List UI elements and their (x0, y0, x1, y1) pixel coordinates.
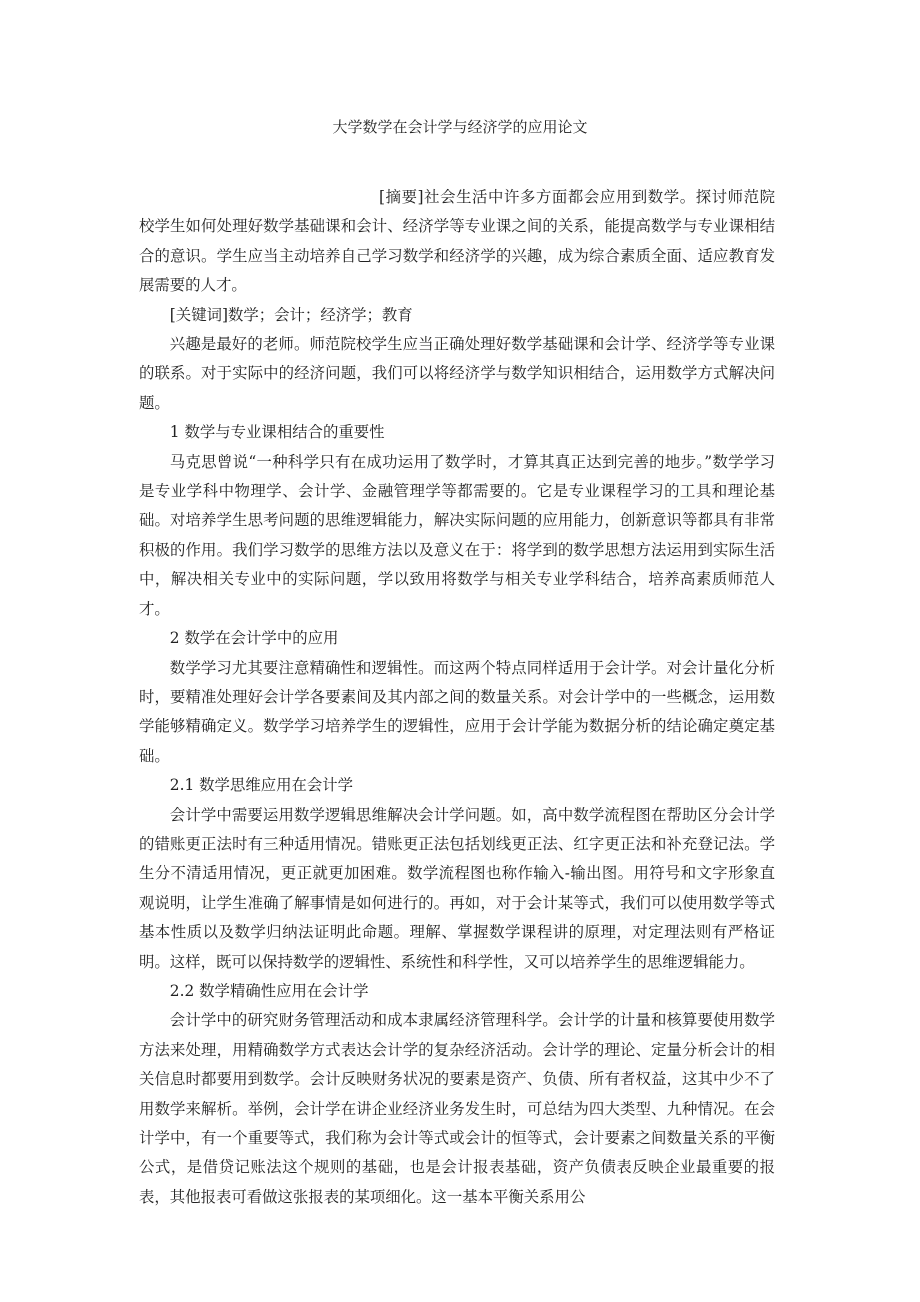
section-2-2-paragraph: 会计学中的研究财务管理活动和成本隶属经济管理科学。会计学的计量和核算要使用数学方法来处理，用精确数学方式表达会计学的复杂经济活动。会计学的理论、定量分析会计的相关信息时都要用到数学。会计反映财务状况的要素是资产、负债、所有者权益，这其中少不了用数学来解析。举例，会计学在讲企业经济业务发生时，可总结为四大类型、九种情况。在会计学中，有一个重要等式，我们称为会计等式或会计的恒等式，会计要素之间数量关系的平衡公式，是借贷记账法这个规则的基础，也是会计报表基础，资产负债表反映企业最重要的报表，其他报表可看做这张报表的某项细化。这一基本平衡关系用公 (139, 1011, 775, 1206)
document-title: 大学数学在会计学与经济学的应用论文 (332, 118, 588, 136)
section-heading-2-1: 2.1 数学思维应用在会计学 (169, 776, 354, 795)
section-2-paragraph: 数学学习尤其要注意精确性和逻辑性。而这两个特点同样适用于会计学。对会计量化分析时，要精准处理好会计学各要素间及其内部之间的数量关系。对会计学中的一些概念，运用数学能够精确定义。数学学习培养学生的逻辑性，应用于会计学能为数据分析的结论确定奠定基础。 (139, 658, 775, 765)
keywords-paragraph: [关键词]数学；会计；经济学；教育 (169, 305, 413, 324)
abstract-paragraph: [摘要]社会生活中许多方面都会应用到数学。探讨师范院校学生如何处理好数学基础课和会计、经济学等专业课之间的关系，能提高数学与专业课相结合的意识。学生应当主动培养自己学习数学和经济学的兴趣，成为综合素质全面、适应教育发展需要的人才。 (139, 188, 775, 295)
section-heading-1: 1 数学与专业课相结合的重要性 (169, 423, 385, 442)
section-heading-2-2: 2.2 数学精确性应用在会计学 (169, 981, 369, 1000)
document-body (139, 183, 775, 1212)
section-1-paragraph: 马克思曾说“一种科学只有在成功运用了数学时，才算其真正达到完善的地步。”数学学习是专业学科中物理学、会计学、金融管理学等都需要的。它是专业课程学习的工具和理论基础。对培养学生思考问题的思维逻辑能力，解决实际问题的应用能力，创新意识等都具有非常积极的作用。我们学习数学的思维方法以及意义在于：将学到的数学思想方法运用到实际生活中，解决相关专业中的实际问题，学以致用将数学与相关专业学科结合，培养高素质师范人才。 (139, 452, 775, 618)
section-2-1-paragraph: 会计学中需要运用数学逻辑思维解决会计学问题。如，高中数学流程图在帮助区分会计学的错账更正法时有三种适用情况。错账更正法包括划线更正法、红字更正法和补充登记法。学生分不清适用情况，更正就更加困难。数学流程图也称作输入-输出图。用符号和文字形象直观说明，让学生准确了解事情是如何进行的。再如，对于会计某等式，我们可以使用数学等式基本性质以及数学归纳法证明此命题。理解、掌握数学课程讲的原理，对定理法则有严格证明。这样，既可以保持数学的逻辑性、系统性和科学性，又可以培养学生的思维逻辑能力。 (139, 805, 775, 971)
intro-paragraph: 兴趣是最好的老师。师范院校学生应当正确处理好数学基础课和会计学、经济学等专业课的联系。对于实际中的经济问题，我们可以将经济学与数学知识相结合，运用数学方式解决问题。 (139, 335, 775, 412)
section-heading-2: 2 数学在会计学中的应用 (169, 629, 339, 648)
